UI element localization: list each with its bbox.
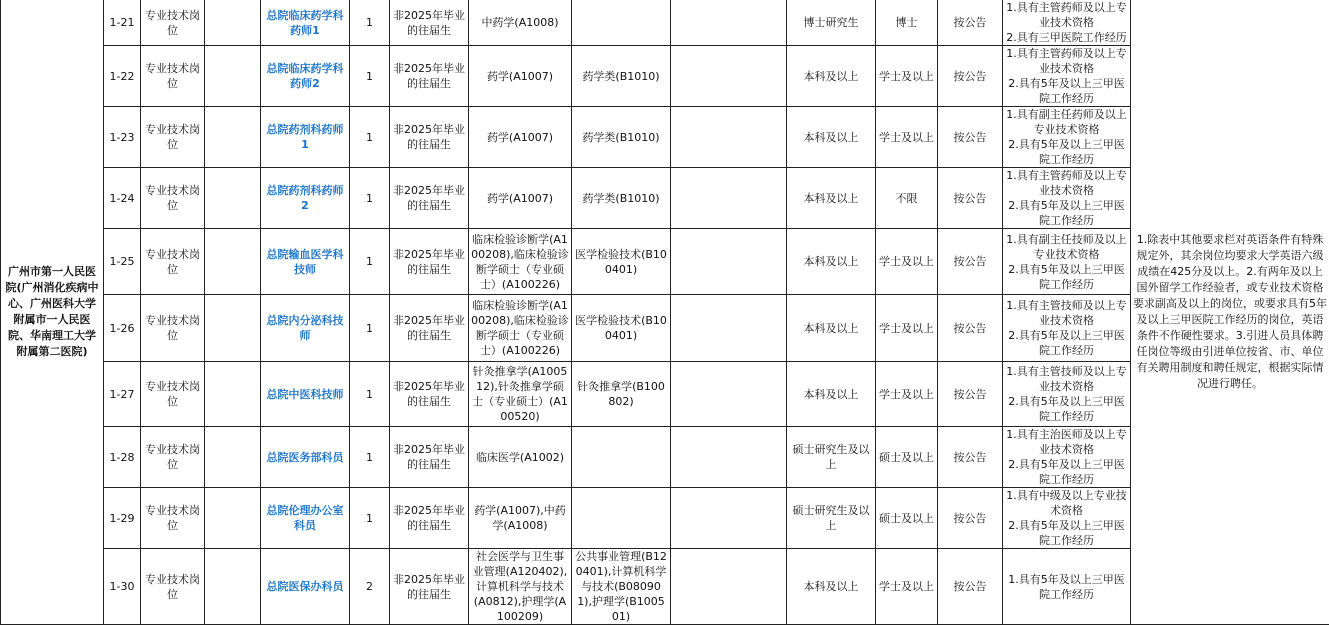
other-conditions: 按公告: [938, 295, 1003, 362]
table-row: [1, 549, 1329, 625]
candidate-source: 非2025年毕业的往届生: [390, 362, 469, 427]
position-type: 专业技术岗位: [141, 295, 205, 362]
major-graduate: 社会医学与卫生事业管理(A120402),计算机科学与技术(A0812),护理学(A100209): [469, 549, 572, 625]
degree-level: 学士及以上: [876, 295, 938, 362]
other-conditions: 按公告: [938, 229, 1003, 295]
position-type: 专业技术岗位: [141, 229, 205, 295]
row-code: 1-28: [104, 427, 141, 488]
requirement-line-2: 2.具有5年及以上三甲医院工作经历: [1005, 198, 1128, 228]
other-conditions: 按公告: [938, 549, 1003, 625]
table-row: [1, 46, 1329, 107]
education-level: 本科及以上: [787, 362, 876, 427]
position-name: 总院临床药学科药师2: [261, 46, 350, 107]
requirement-line-1: 1.具有5年及以上三甲医院工作经历: [1005, 572, 1128, 602]
major-undergraduate: 公共事业管理(B120401),计算机科学与技术(B080901),护理学(B100501): [572, 549, 671, 625]
blank-cell: [205, 229, 261, 295]
degree-level: 学士及以上: [876, 549, 938, 625]
degree-level: 不限: [876, 168, 938, 229]
table-row: [1, 362, 1329, 427]
major-undergraduate: 医学检验技术(B100401): [572, 229, 671, 295]
degree-level: 硕士及以上: [876, 427, 938, 488]
candidate-source: 非2025年毕业的往届生: [390, 229, 469, 295]
table-row: [1, 107, 1329, 168]
degree-level: 学士及以上: [876, 362, 938, 427]
education-level: 博士研究生: [787, 0, 876, 46]
requirements: [1003, 295, 1131, 362]
degree-level: 学士及以上: [876, 229, 938, 295]
requirement-line-1: 1.具有副主任药师及以上专业技术资格: [1005, 107, 1128, 137]
requirement-line-1: 1.具有副主任技师及以上专业技术资格: [1005, 232, 1128, 262]
position-name: 总院临床药学科药师1: [261, 0, 350, 46]
candidate-source: 非2025年毕业的往届生: [390, 488, 469, 549]
blank-cell: [205, 107, 261, 168]
row-code: 1-26: [104, 295, 141, 362]
major-graduate: 中药学(A1008): [469, 0, 572, 46]
table-row: [1, 295, 1329, 362]
row-code: 1-21: [104, 0, 141, 46]
requirements: [1003, 168, 1131, 229]
education-level: 硕士研究生及以上: [787, 488, 876, 549]
requirement-line-1: 1.具有主治医师及以上专业技术资格: [1005, 427, 1128, 457]
education-level: 本科及以上: [787, 295, 876, 362]
other-conditions: 按公告: [938, 362, 1003, 427]
requirements: [1003, 107, 1131, 168]
requirement-line-2: 2.具有5年及以上三甲医院工作经历: [1005, 457, 1128, 487]
degree-level: 学士及以上: [876, 107, 938, 168]
blank-cell: [205, 362, 261, 427]
hire-count: 1: [350, 488, 390, 549]
other-conditions: 按公告: [938, 0, 1003, 46]
requirement-line-1: 1.具有中级及以上专业技术资格: [1005, 488, 1128, 518]
position-type: 专业技术岗位: [141, 107, 205, 168]
employer-unit: 广州市第一人民医院(广州消化疾病中心、广州医科大学附属市一人民医院、华南理工大学附属第二医院): [1, 0, 104, 625]
position-type: 专业技术岗位: [141, 46, 205, 107]
table-row: [1, 168, 1329, 229]
position-type: 专业技术岗位: [141, 427, 205, 488]
major-undergraduate: 药学类(B1010): [572, 107, 671, 168]
position-name: 总院中医科技师: [261, 362, 350, 427]
row-code: 1-22: [104, 46, 141, 107]
position-type: 专业技术岗位: [141, 168, 205, 229]
row-code: 1-29: [104, 488, 141, 549]
major-other: [671, 229, 787, 295]
hire-count: 1: [350, 46, 390, 107]
requirement-line-1: 1.具有主管技师及以上专业技术资格: [1005, 364, 1128, 394]
major-other: [671, 427, 787, 488]
blank-cell: [205, 0, 261, 46]
table-row: [1, 488, 1329, 549]
degree-level: 学士及以上: [876, 46, 938, 107]
major-other: [671, 0, 787, 46]
requirements: [1003, 229, 1131, 295]
major-other: [671, 107, 787, 168]
requirements: [1003, 427, 1131, 488]
major-graduate: 药学(A1007): [469, 168, 572, 229]
blank-cell: [205, 46, 261, 107]
table-row: [1, 0, 1329, 46]
hire-count: 2: [350, 549, 390, 625]
hire-count: 1: [350, 362, 390, 427]
education-level: 本科及以上: [787, 549, 876, 625]
blank-cell: [205, 427, 261, 488]
position-type: 专业技术岗位: [141, 362, 205, 427]
major-other: [671, 362, 787, 427]
position-name: 总院内分泌科技师: [261, 295, 350, 362]
major-graduate: 药学(A1007): [469, 46, 572, 107]
row-code: 1-23: [104, 107, 141, 168]
major-graduate: 药学(A1007): [469, 107, 572, 168]
requirement-line-2: 2.具有5年及以上三甲医院工作经历: [1005, 394, 1128, 424]
blank-cell: [205, 549, 261, 625]
education-level: 本科及以上: [787, 168, 876, 229]
other-conditions: 按公告: [938, 107, 1003, 168]
position-name: 总院医保办科员: [261, 549, 350, 625]
requirement-line-2: 2.具有5年及以上三甲医院工作经历: [1005, 518, 1128, 548]
candidate-source: 非2025年毕业的往届生: [390, 295, 469, 362]
major-graduate: 针灸推拿学(A100512),针灸推拿学硕士（专业硕士）(A100520): [469, 362, 572, 427]
table-row: [1, 229, 1329, 295]
candidate-source: 非2025年毕业的往届生: [390, 549, 469, 625]
major-undergraduate: [572, 427, 671, 488]
candidate-source: 非2025年毕业的往届生: [390, 0, 469, 46]
requirements: [1003, 46, 1131, 107]
hire-count: 1: [350, 295, 390, 362]
hire-count: 1: [350, 107, 390, 168]
requirement-line-1: 1.具有主管技师及以上专业技术资格: [1005, 298, 1128, 328]
major-other: [671, 488, 787, 549]
requirement-line-2: 2.具有5年及以上三甲医院工作经历: [1005, 328, 1128, 358]
major-other: [671, 46, 787, 107]
requirement-line-2: 2.具有三甲医院工作经历: [1005, 30, 1128, 45]
candidate-source: 非2025年毕业的往届生: [390, 107, 469, 168]
blank-cell: [205, 295, 261, 362]
other-conditions: 按公告: [938, 427, 1003, 488]
position-name: 总院伦理办公室科员: [261, 488, 350, 549]
other-conditions: 按公告: [938, 488, 1003, 549]
major-undergraduate: 医学检验技术(B100401): [572, 295, 671, 362]
major-undergraduate: [572, 0, 671, 46]
candidate-source: 非2025年毕业的往届生: [390, 46, 469, 107]
major-undergraduate: 针灸推拿学(B100802): [572, 362, 671, 427]
row-code: 1-24: [104, 168, 141, 229]
requirement-line-1: 1.具有主管药师及以上专业技术资格: [1005, 0, 1128, 30]
requirement-line-1: 1.具有主管药师及以上专业技术资格: [1005, 46, 1128, 76]
position-name: 总院药剂科药师2: [261, 168, 350, 229]
hire-count: 1: [350, 168, 390, 229]
blank-cell: [205, 168, 261, 229]
major-undergraduate: 药学类(B1010): [572, 46, 671, 107]
hire-count: 1: [350, 427, 390, 488]
table-row: [1, 427, 1329, 488]
requirement-line-2: 2.具有5年及以上三甲医院工作经历: [1005, 76, 1128, 106]
hire-count: 1: [350, 0, 390, 46]
major-other: [671, 168, 787, 229]
blank-cell: [205, 488, 261, 549]
requirements: [1003, 549, 1131, 625]
major-undergraduate: 药学类(B1010): [572, 168, 671, 229]
major-graduate: 临床检验诊断学(A100208),临床检验诊断学硕士（专业硕士）(A100226): [469, 295, 572, 362]
requirement-line-2: 2.具有5年及以上三甲医院工作经历: [1005, 137, 1128, 167]
other-conditions: 按公告: [938, 168, 1003, 229]
major-graduate: 药学(A1007),中药学(A1008): [469, 488, 572, 549]
education-level: 硕士研究生及以上: [787, 427, 876, 488]
position-name: 总院药剂科药师1: [261, 107, 350, 168]
degree-level: 硕士及以上: [876, 488, 938, 549]
row-code: 1-27: [104, 362, 141, 427]
major-undergraduate: [572, 488, 671, 549]
requirements: [1003, 362, 1131, 427]
row-code: 1-30: [104, 549, 141, 625]
remarks: 1.除表中其他要求栏对英语条件有特殊规定外，其余岗位均要求大学英语六级成绩在425分及以上。2.有两年及以上国外留学工作经验者，或专业技术资格要求副高及以上的岗位，或要求具有5年及以上三甲医院工作经历的岗位，英语条件不作硬性要求。3.引进人员具体聘任岗位等级由引进单位按省、市、单位有关聘用制度和聘任规定，根据实际情况进行聘任。: [1131, 0, 1329, 625]
requirement-line-1: 1.具有主管药师及以上专业技术资格: [1005, 168, 1128, 198]
major-graduate: 临床检验诊断学(A100208),临床检验诊断学硕士（专业硕士）(A100226): [469, 229, 572, 295]
requirements: [1003, 0, 1131, 46]
candidate-source: 非2025年毕业的往届生: [390, 427, 469, 488]
position-type: 专业技术岗位: [141, 488, 205, 549]
hire-count: 1: [350, 229, 390, 295]
education-level: 本科及以上: [787, 46, 876, 107]
degree-level: 博士: [876, 0, 938, 46]
requirement-line-2: 2.具有5年及以上三甲医院工作经历: [1005, 262, 1128, 292]
education-level: 本科及以上: [787, 107, 876, 168]
education-level: 本科及以上: [787, 229, 876, 295]
row-code: 1-25: [104, 229, 141, 295]
position-name: 总院输血医学科技师: [261, 229, 350, 295]
position-name: 总院医务部科员: [261, 427, 350, 488]
requirements: [1003, 488, 1131, 549]
table-body: [1, 0, 1329, 625]
major-graduate: 临床医学(A1002): [469, 427, 572, 488]
major-other: [671, 549, 787, 625]
position-type: 专业技术岗位: [141, 0, 205, 46]
position-type: 专业技术岗位: [141, 549, 205, 625]
major-other: [671, 295, 787, 362]
candidate-source: 非2025年毕业的往届生: [390, 168, 469, 229]
other-conditions: 按公告: [938, 46, 1003, 107]
